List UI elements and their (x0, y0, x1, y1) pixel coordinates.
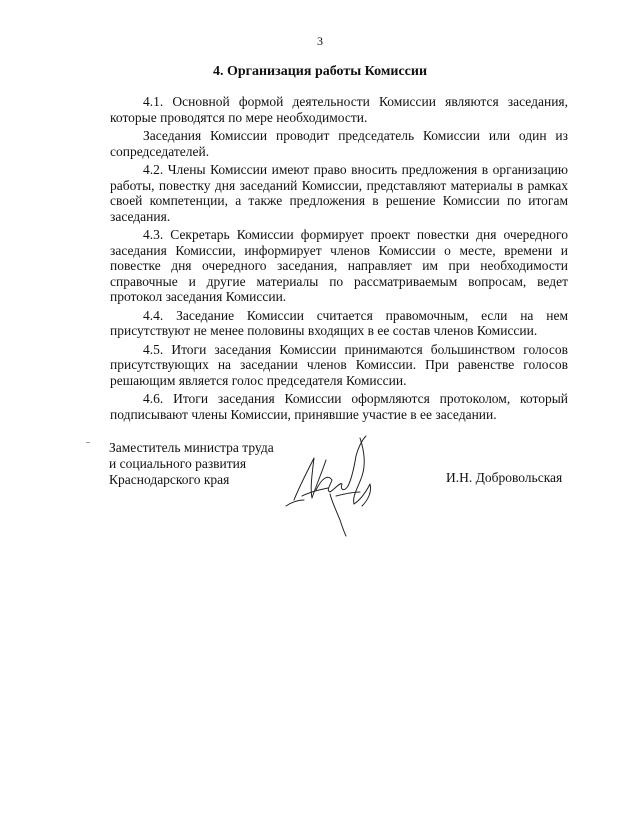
page-number: 3 (317, 34, 323, 48)
paragraph-4-1-continued: Заседания Комиссии проводит председатель Комиссии или один из сопредседателей. (110, 128, 568, 159)
paragraph-4-5: 4.5. Итоги заседания Комиссии принимаются большинством голосов присутствующих на заседании членов Комиссии. При равенстве голосов решающим является голос председателя Комиссии. (110, 341, 568, 388)
signatory-title-line: Краснодарского края (109, 472, 230, 487)
paragraph-4-6: 4.6. Итоги заседания Комиссии оформляются протоколом, который подписывают члены Комиссии, принявшие участие в ее заседании. (110, 391, 568, 422)
signatory-name: И.Н. Добровольская (446, 470, 563, 485)
paragraph-4-2: 4.2. Члены Комиссии имеют право вносить предложения в организацию работы, повестку дня заседаний Комиссии, представляют материалы в рамках своей компетенции, а также предложения в решение Комиссии по итогам заседания. (110, 162, 568, 224)
paragraph-4-4: 4.4. Заседание Комиссии считается правомочным, если на нем присутствуют не менее половины входящих в ее состав членов Комиссии. (110, 307, 568, 338)
document-body (110, 94, 568, 425)
margin-mark (86, 442, 90, 443)
paragraph-4-3: 4.3. Секретарь Комиссии формирует проект повестки дня очередного заседания Комиссии, информирует членов Комиссии о месте, времени и повестке дня очередного заседания, направляет им при необходимости справочные и другие материалы по рассматриваемым вопросам, ведет протокол заседания Комиссии. (110, 227, 568, 304)
handwritten-signature (282, 430, 392, 540)
section-heading: 4. Организация работы Комиссии (212, 64, 428, 79)
signatory-title-line: и социального развития (109, 456, 247, 471)
signatory-title-line: Заместитель министра труда (109, 440, 274, 455)
paragraph-4-1: 4.1. Основной формой деятельности Комиссии являются заседания, которые проводятся по мере необходимости. (110, 94, 568, 125)
